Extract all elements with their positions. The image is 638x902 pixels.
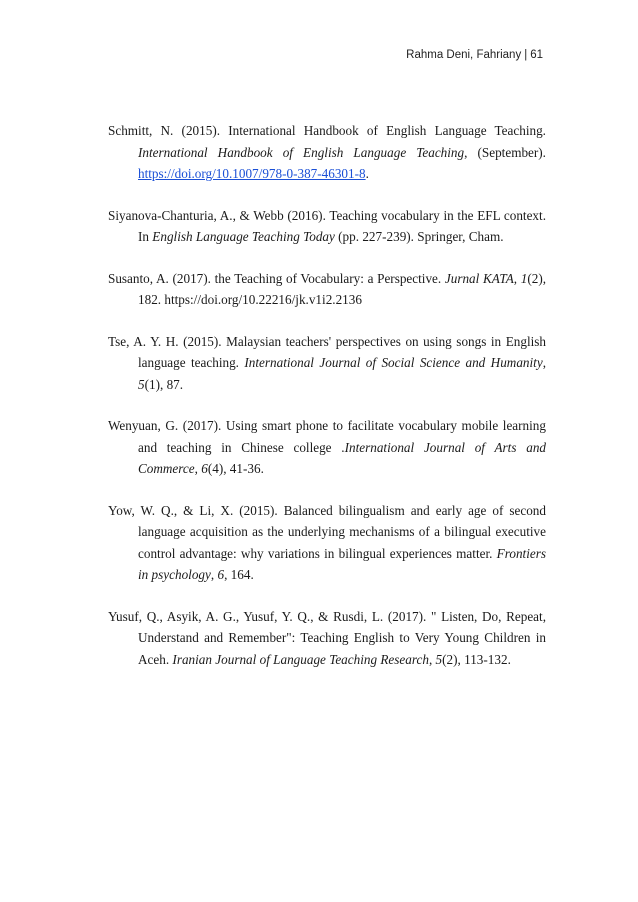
ref-detail: (2), 182. https://doi.org/10.22216/jk.v1i2.2136	[138, 270, 547, 307]
ref-source: Iranian Journal of Language Teaching Research	[172, 651, 429, 667]
ref-authors-year: Siyanova-Chanturia, A., & Webb (2016).	[108, 207, 330, 223]
running-header	[406, 49, 543, 61]
ref-detail: (4), 41-36.	[207, 461, 264, 476]
reference-list	[108, 120, 546, 690]
ref-title: Balanced bilingualism and early age of second language acquisition as the underlying mechanisms of a bilingual executive control advantage: why variations in bilingual experiences matter.	[138, 502, 546, 561]
ref-title: " Listen, Do, Repeat, Understand and Remember": Teaching English to Very Young Children in Aceh.	[138, 608, 547, 667]
ref-source: English Language Teaching Today	[152, 229, 335, 244]
ref-sep: ,	[194, 461, 202, 476]
ref-source: Frontiers in psychology	[138, 545, 546, 582]
reference-entry	[108, 331, 546, 396]
ref-source: International Handbook of English Language Teaching	[138, 144, 465, 160]
ref-volume: 6	[201, 461, 208, 476]
ref-title: Using smart phone to facilitate vocabulary mobile learning and teaching in Chinese college .	[138, 418, 546, 455]
ref-source: International Journal of Social Science and Humanity	[244, 355, 543, 370]
reference-entry	[108, 268, 546, 311]
reference-entry	[108, 500, 546, 586]
reference-entry	[108, 205, 546, 248]
ref-end: .	[365, 166, 369, 181]
ref-authors-year: Susanto, A. (2017).	[108, 270, 215, 286]
ref-authors-year: Yusuf, Q., Asyik, A. G., Yusuf, Y. Q., & Rusdi, L. (2017).	[108, 608, 432, 624]
page-number: 61	[530, 49, 543, 61]
ref-sep: ,	[428, 651, 436, 667]
ref-volume: 6	[217, 567, 225, 582]
ref-detail: , (September).	[464, 144, 546, 160]
ref-title: Teaching vocabulary in the EFL context. In	[138, 207, 546, 244]
ref-detail: (2), 113-132.	[442, 651, 511, 667]
header-authors: Rahma Deni, Fahriany	[406, 49, 522, 61]
ref-volume: 1	[520, 270, 528, 286]
doi-link[interactable]: https://doi.org/10.1007/978-0-387-46301-8	[138, 166, 366, 181]
ref-source: Jurnal KATA	[444, 270, 514, 286]
ref-source: International Journal of Arts and Commerce	[138, 439, 547, 476]
header-separator: |	[524, 49, 528, 61]
ref-authors-year: Schmitt, N. (2015).	[108, 123, 229, 138]
ref-detail: (1), 87.	[144, 376, 184, 392]
ref-title: International Handbook of English Language Teaching.	[228, 123, 546, 138]
ref-authors-year: Tse, A. Y. H. (2015).	[108, 333, 227, 349]
ref-volume: 5	[435, 651, 443, 667]
reference-entry	[108, 606, 546, 671]
ref-sep: ,	[210, 567, 218, 582]
reference-entry	[108, 415, 546, 480]
ref-sep: ,	[513, 270, 521, 286]
reference-entry	[108, 120, 546, 185]
ref-detail: , 164.	[224, 567, 254, 582]
ref-detail: (pp. 227-239). Springer, Cham.	[334, 229, 504, 244]
ref-title: Malaysian teachers' perspectives on using songs in English language teaching.	[138, 333, 546, 370]
ref-title: the Teaching of Vocabulary: a Perspective.	[214, 270, 445, 286]
ref-authors-year: Yow, W. Q., & Li, X. (2015).	[108, 502, 284, 518]
ref-sep: ,	[542, 355, 546, 370]
ref-authors-year: Wenyuan, G. (2017).	[108, 418, 226, 433]
ref-volume: 5	[138, 376, 145, 392]
